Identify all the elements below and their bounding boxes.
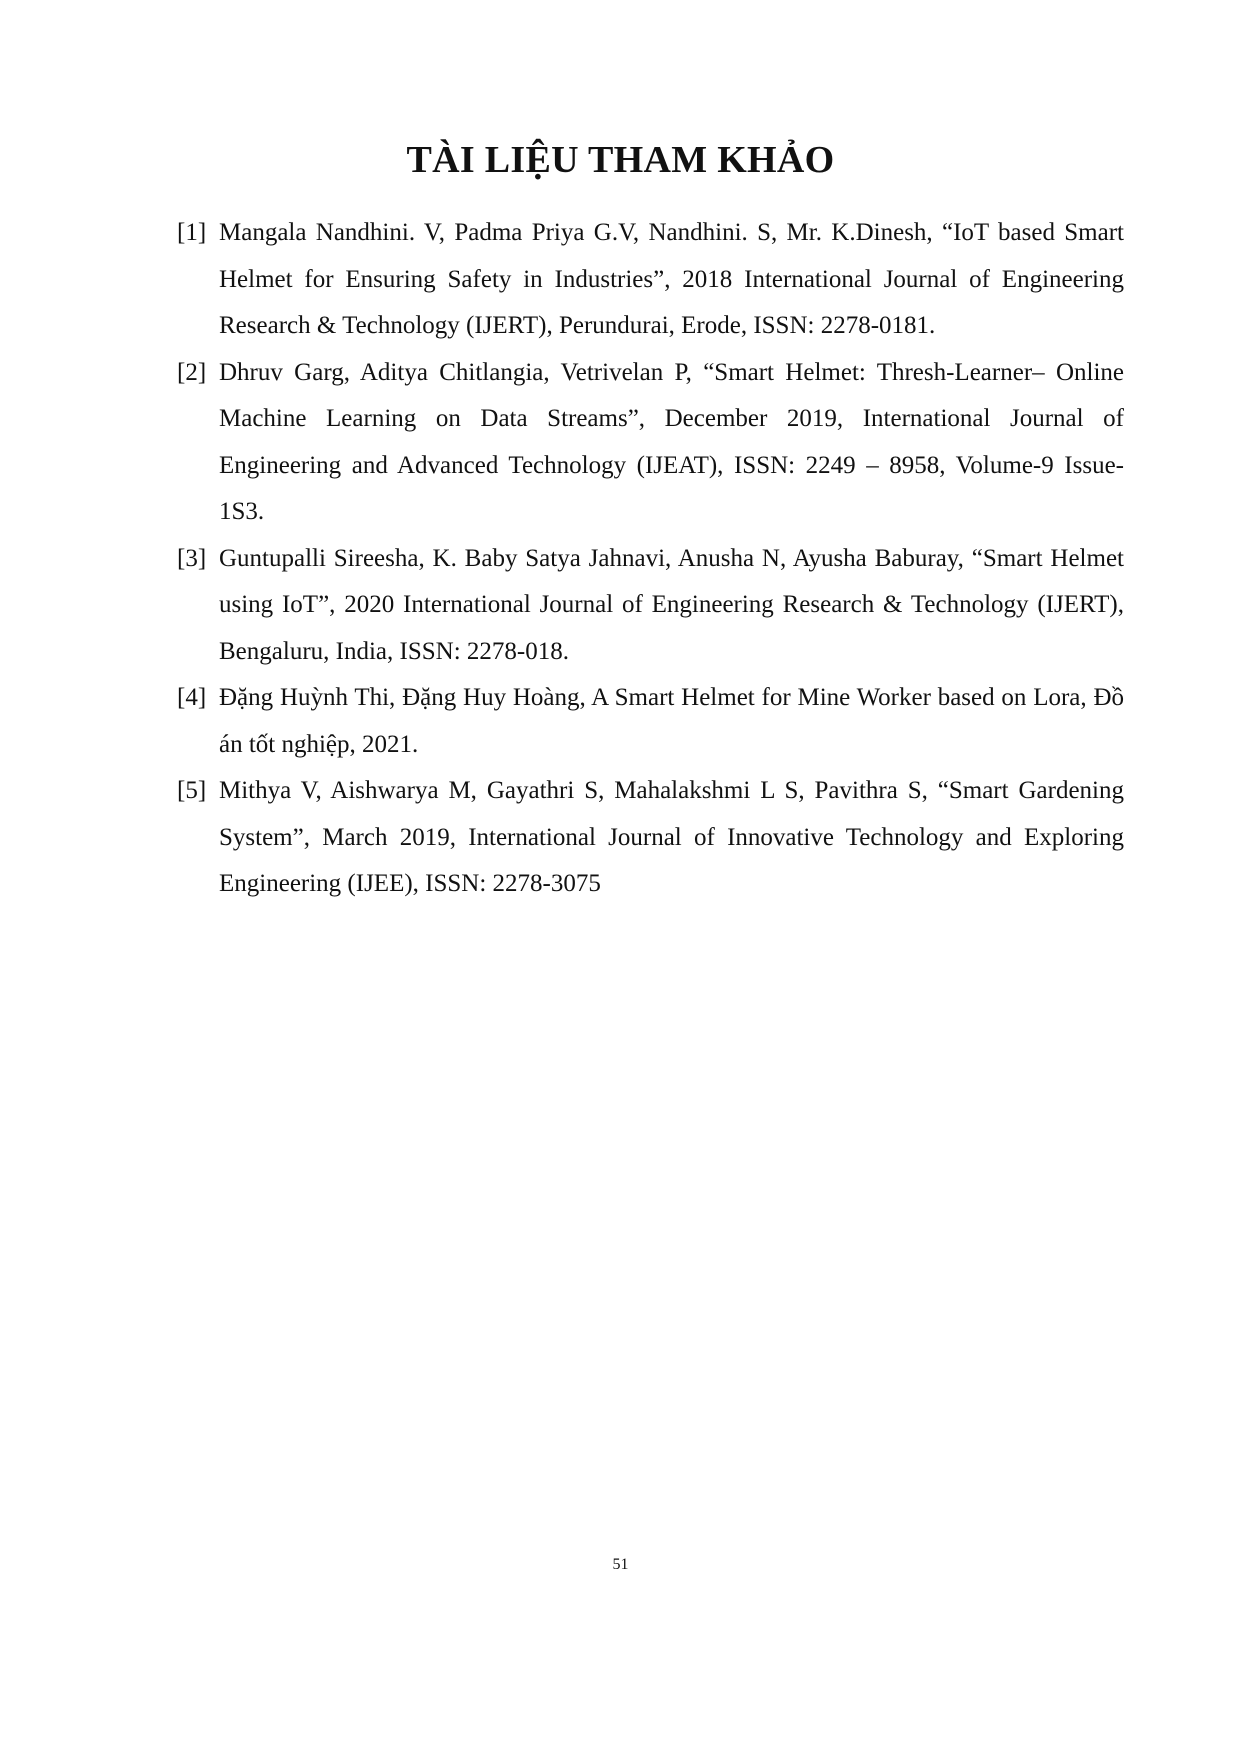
page-title: TÀI LIỆU THAM KHẢO <box>406 139 835 181</box>
reference-item <box>177 675 1124 768</box>
reference-text: Mithya V, Aishwarya M, Gayathri S, Mahalakshmi L S, Pavithra S, “Smart Gardening System”, March 2019, International Journal of Innovative Technology and Exploring Engineering (IJEE), ISSN: 2278-3075 <box>219 777 1124 897</box>
reference-item <box>177 768 1124 908</box>
reference-item <box>177 210 1124 350</box>
reference-number: [5] <box>177 777 207 804</box>
reference-number: [1] <box>177 219 207 246</box>
reference-number: [4] <box>177 684 207 711</box>
reference-text: Mangala Nandhini. V, Padma Priya G.V, Nandhini. S, Mr. K.Dinesh, “IoT based Smart Helmet for Ensuring Safety in Industries”, 2018 International Journal of Engineering Research & Technology (IJERT), Perundurai, Erode, ISSN: 2278-0181. <box>219 219 1124 339</box>
reference-number: [2] <box>177 358 207 386</box>
page-number: 51 <box>612 1556 629 1573</box>
reference-item <box>177 350 1124 536</box>
reference-text: Guntupalli Sireesha, K. Baby Satya Jahnavi, Anusha N, Ayusha Baburay, “Smart Helmet using IoT”, 2020 International Journal of Engineering Research & Technology (IJERT), Bengaluru, India, ISSN: 2278-018. <box>219 544 1124 665</box>
reference-text: Dhruv Garg, Aditya Chitlangia, Vetrivelan P, “Smart Helmet: Thresh-Learner– Online Machine Learning on Data Streams”, December 2019, International Journal of Engineering and Advanced Technology (IJEAT), ISSN: 2249 – 8958, Volume-9 Issue-1S3. <box>219 358 1124 525</box>
reference-list <box>177 210 1124 908</box>
reference-item <box>177 536 1124 676</box>
reference-text: Đặng Huỳnh Thi, Đặng Huy Hoàng, A Smart Helmet for Mine Worker based on Lora, Đồ án tốt nghiệp, 2021. <box>219 684 1124 758</box>
reference-number: [3] <box>177 544 207 572</box>
